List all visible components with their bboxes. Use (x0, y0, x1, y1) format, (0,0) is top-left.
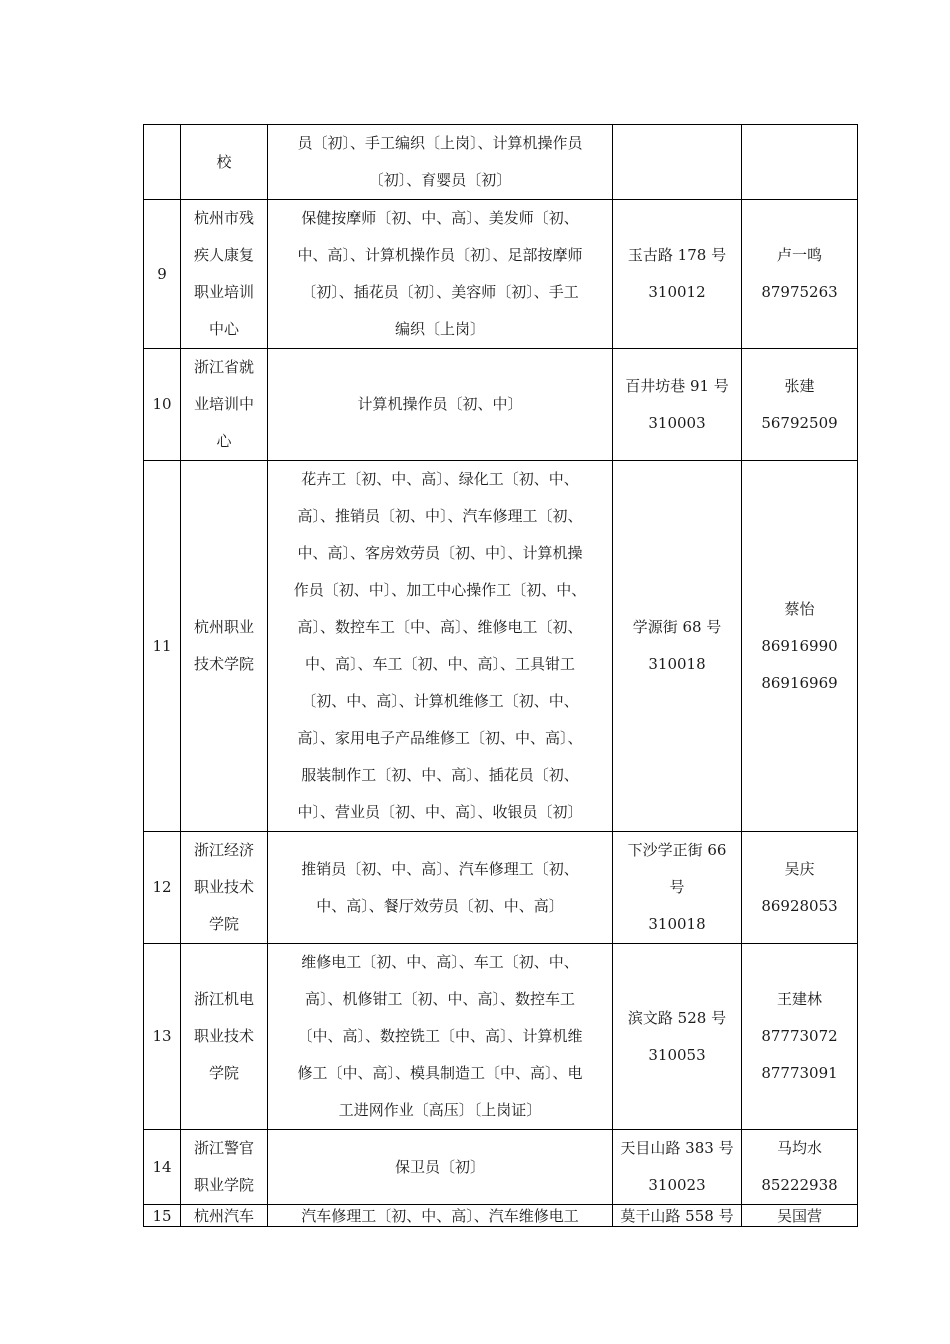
training-subjects-cell-line: 高〕、家用电子产品维修工〔初、中、高〕、 (297, 729, 583, 747)
row-number-cell (144, 832, 181, 944)
contact-cell (742, 349, 858, 461)
institution-name-cell-line: 职业技术 (193, 878, 254, 896)
institution-name-cell (181, 1130, 268, 1205)
contact-cell-line: 56792509 (761, 413, 838, 432)
institution-name-cell-line: 疾人康复 (193, 246, 254, 264)
institution-name-cell-line: 职业学院 (193, 1176, 254, 1194)
training-subjects-cell-line: 中〕、营业员〔初、中、高〕、收银员〔初〕 (297, 803, 583, 821)
contact-cell-line: 张建 (784, 376, 815, 395)
training-subjects-cell-line: 推销员〔初、中、高〕、汽车修理工〔初、 (301, 859, 579, 878)
training-subjects-cell-line: 中、高〕、车工〔初、中、高〕、工具钳工 (304, 655, 575, 673)
institution-name-cell-line: 浙江省就 (193, 358, 254, 376)
institution-name-cell-line: 学院 (208, 915, 239, 933)
table-row (144, 200, 858, 349)
institution-name-cell-line: 杭州市残 (193, 209, 254, 227)
row-number-cell-line: 11 (152, 636, 172, 655)
institution-name-cell (181, 349, 268, 461)
contact-cell-line: 87773091 (761, 1064, 838, 1082)
address-cell-line: 下沙学正街 66 (627, 841, 727, 859)
institution-name-cell-line: 职业培训 (193, 283, 254, 301)
address-cell (613, 125, 742, 200)
row-number-cell (144, 1205, 181, 1227)
institution-name-cell (181, 200, 268, 349)
table-row (144, 832, 858, 944)
address-cell-line: 310023 (648, 1176, 706, 1194)
training-subjects-cell-line: 员〔初〕、手工编织〔上岗〕、计算机操作员 (297, 134, 583, 152)
row-number-cell (144, 200, 181, 349)
training-subjects-cell-line: 中、高〕、餐厅效劳员〔初、中、高〕 (316, 896, 564, 915)
training-subjects-cell-line: 修工〔中、高〕、模具制造工〔中、高〕、电 (297, 1064, 583, 1082)
address-cell-line: 310018 (648, 655, 706, 673)
institution-name-cell (181, 832, 268, 944)
training-subjects-cell-line: 编织〔上岗〕 (394, 320, 485, 338)
training-subjects-cell-line: 保健按摩师〔初、中、高〕、美发师〔初、 (301, 209, 579, 227)
row-number-cell (144, 1130, 181, 1205)
contact-cell (742, 944, 858, 1130)
contact-cell (742, 832, 858, 944)
address-cell (613, 461, 742, 832)
table-row (144, 461, 858, 832)
address-cell (613, 349, 742, 461)
training-subjects-cell (268, 125, 613, 200)
contact-cell-line: 卢一鸣 (776, 246, 822, 264)
address-cell-line: 310012 (648, 283, 706, 301)
table-row (144, 349, 858, 461)
training-subjects-cell-line: 保卫员〔初〕 (394, 1157, 485, 1176)
table-row (144, 125, 858, 200)
contact-cell-line: 86916990 (761, 636, 838, 655)
row-number-cell-line: 15 (152, 1206, 172, 1225)
institution-name-cell-line: 杭州职业 (193, 618, 254, 636)
row-number-cell-line: 14 (152, 1157, 172, 1176)
institution-name-cell-line: 浙江经济 (193, 841, 254, 859)
address-cell-line: 莫干山路 558 号 (620, 1206, 734, 1225)
address-cell-line: 310018 (648, 915, 706, 933)
training-subjects-cell-line: 花卉工〔初、中、高〕、绿化工〔初、中、 (301, 470, 579, 488)
training-institutions-table (143, 124, 858, 1227)
training-subjects-cell-line: 中、高〕、计算机操作员〔初〕、足部按摩师 (297, 246, 583, 264)
row-number-cell (144, 944, 181, 1130)
training-subjects-cell-line: 维修电工〔初、中、高〕、车工〔初、中、 (301, 953, 579, 971)
institution-name-cell-line: 学院 (208, 1064, 239, 1082)
training-subjects-cell-line: 计算机操作员〔初、中〕 (357, 395, 523, 413)
training-subjects-cell (268, 1130, 613, 1205)
address-cell (613, 832, 742, 944)
contact-cell (742, 200, 858, 349)
institution-name-cell-line: 浙江机电 (193, 990, 254, 1008)
institution-name-cell-line: 浙江警官 (193, 1139, 254, 1157)
training-subjects-cell-line: 汽车修理工〔初、中、高〕、汽车维修电工 (301, 1206, 579, 1225)
contact-cell (742, 125, 858, 200)
address-cell-line: 310053 (648, 1045, 706, 1064)
training-subjects-cell-line: 〔中、高〕、数控铣工〔中、高〕、计算机维 (297, 1027, 583, 1045)
training-subjects-cell-line: 高〕、机修钳工〔初、中、高〕、数控车工 (304, 990, 575, 1008)
row-number-cell (144, 349, 181, 461)
training-subjects-cell (268, 461, 613, 832)
institution-name-cell (181, 944, 268, 1130)
contact-cell (742, 1205, 858, 1227)
training-subjects-cell-line: 工进网作业〔高压〕〔上岗证〕 (338, 1101, 542, 1119)
address-cell (613, 944, 742, 1130)
training-subjects-cell-line: 〔初、中、高〕、计算机维修工〔初、中、 (301, 692, 579, 710)
row-number-cell (144, 125, 181, 200)
address-cell (613, 1130, 742, 1205)
contact-cell-line: 马均水 (776, 1139, 822, 1157)
address-cell (613, 1205, 742, 1227)
address-cell-line: 学源街 68 号 (632, 618, 722, 636)
training-subjects-cell-line: 〔初〕、育婴员〔初〕 (368, 171, 512, 189)
training-subjects-cell-line: 服装制作工〔初、中、高〕、插花员〔初、 (301, 766, 579, 784)
institution-name-cell-line: 心 (216, 432, 232, 450)
table-body (144, 125, 858, 1227)
contact-cell-line: 85222938 (761, 1176, 838, 1194)
address-cell-line: 百井坊巷 91 号 (625, 376, 729, 395)
table-row (144, 1130, 858, 1205)
contact-cell (742, 461, 858, 832)
contact-cell-line: 吴国营 (776, 1206, 822, 1225)
training-subjects-cell-line: 作员〔初、中〕、加工中心操作工〔初、中、 (293, 581, 587, 599)
contact-cell-line: 86916969 (761, 673, 838, 692)
training-subjects-cell-line: 中、高〕、客房效劳员〔初、中〕、计算机操 (297, 544, 583, 562)
institution-name-cell-line: 杭州汽车 (193, 1206, 254, 1225)
contact-cell-line: 87975263 (761, 283, 838, 301)
row-number-cell-line: 12 (152, 878, 172, 896)
training-subjects-cell-line: 〔初〕、插花员〔初〕、美容师〔初〕、手工 (301, 283, 579, 301)
institution-name-cell (181, 1205, 268, 1227)
address-cell-line: 号 (669, 878, 685, 896)
training-subjects-cell (268, 944, 613, 1130)
institution-name-cell-line: 技术学院 (193, 655, 254, 673)
table-row (144, 1205, 858, 1227)
contact-cell-line: 87773072 (761, 1027, 838, 1045)
contact-cell-line: 86928053 (761, 896, 838, 915)
address-cell (613, 200, 742, 349)
contact-cell-line: 王建林 (776, 990, 822, 1008)
row-number-cell (144, 461, 181, 832)
training-subjects-cell (268, 200, 613, 349)
training-subjects-cell (268, 832, 613, 944)
training-subjects-cell (268, 1205, 613, 1227)
institution-name-cell (181, 461, 268, 832)
training-subjects-cell-line: 高〕、数控车工〔中、高〕、维修电工〔初、 (297, 618, 583, 636)
row-number-cell-line: 10 (152, 395, 172, 413)
row-number-cell-line: 9 (157, 264, 167, 283)
table-row (144, 944, 858, 1130)
institution-name-cell-line: 中心 (208, 320, 239, 338)
row-number-cell-line: 13 (152, 1027, 172, 1045)
institution-name-cell-line: 职业技术 (193, 1027, 254, 1045)
address-cell-line: 玉古路 178 号 (627, 246, 727, 264)
contact-cell-line: 蔡怡 (784, 599, 815, 618)
institution-name-cell-line: 校 (216, 152, 232, 171)
training-subjects-cell (268, 349, 613, 461)
institution-name-cell (181, 125, 268, 200)
institution-name-cell-line: 业培训中 (193, 395, 254, 413)
contact-cell-line: 吴庆 (784, 859, 815, 878)
address-cell-line: 滨文路 528 号 (627, 1008, 727, 1027)
address-cell-line: 310003 (648, 413, 706, 432)
training-subjects-cell-line: 高〕、推销员〔初、中〕、汽车修理工〔初、 (297, 507, 583, 525)
address-cell-line: 天目山路 383 号 (620, 1139, 734, 1157)
contact-cell (742, 1130, 858, 1205)
